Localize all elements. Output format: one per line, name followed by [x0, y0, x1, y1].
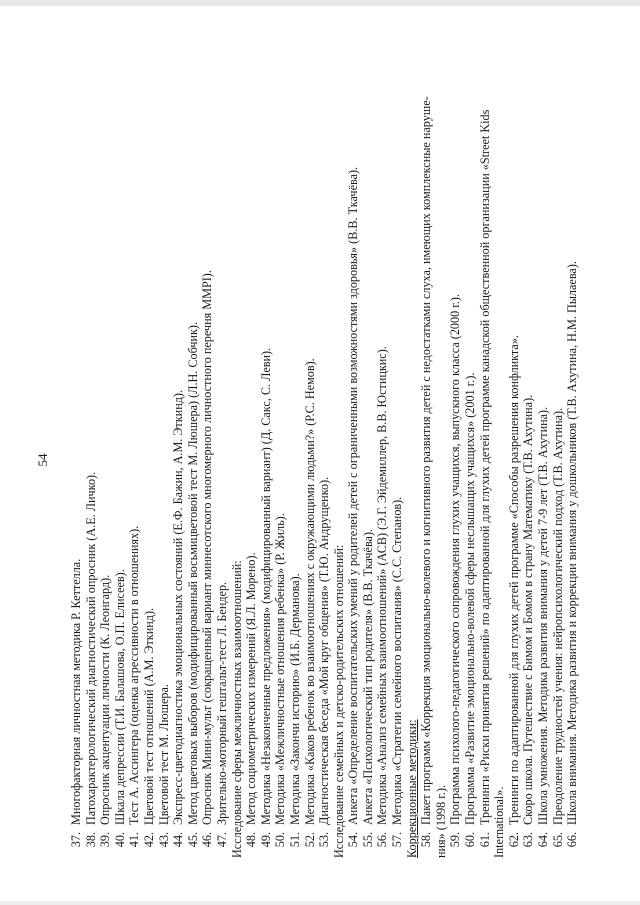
list-item: 39.Опросник акцентуации личности (К. Леонгард).	[98, 574, 113, 848]
list-group-personality	[69, 68, 230, 858]
list-item: 43.Цветовой тест М. Люшера.	[156, 684, 171, 848]
list-item: 58.Пакет программ «Коррекция эмоционально-волевого и когнитивного развития детей с недостатками слуха, имеющих комплексные наруше-	[419, 96, 434, 848]
list-item: 51.Методика «Закончи историю» (И.Б. Дерманова).	[287, 573, 302, 848]
section-heading-correction: Коррекционные методики:	[404, 719, 419, 858]
list-group-correction	[419, 68, 580, 858]
list-item-continuation: International».	[492, 786, 507, 858]
list-item: 60.Программа «Развитие эмоционально-волевой сферы неслышащих учащихся» (2001 г.).	[463, 372, 478, 848]
list-item: 47.Зрительно-моторный гештальт-тест Л. Бендер.	[214, 581, 229, 848]
list-item: 57.Методика «Стратегии семейного воспитания» (С.С. Степанов).	[390, 496, 405, 848]
list-item: 55.Анкета «Психологический тип родителя» (В.В. Ткачёва).	[360, 528, 375, 848]
list-item: 61.Тренинги «Риски принятия решений» по адаптированной для глухих детей программе канадской общественной организации «Street Kids	[477, 109, 492, 848]
section-heading-family: Исследование семейных и детско-родительских отношений:	[331, 544, 346, 858]
list-item: 49.Методика «Незаконченные предложения» (модифицированный вариант) (Д. Сакс, С. Леви).	[258, 347, 273, 848]
list-item: 64.Школа умножения. Методика развития внимания у детей 7-9 лет (Т.В. Ахутина).	[536, 406, 550, 848]
list-item: 44.Экспресс-цветодиагностика эмоциональных состояний (Е.Ф. Бажин, А.М. Эткинд).	[171, 389, 186, 848]
list-item: 45.Метод цветовых выборов (модифицированный восьмицветовой тест М. Люшера) (Л.Н. Собчик).	[185, 321, 200, 848]
list-item: 46.Опросник Мини-мульт (сокращенный вариант миннесотского многомерного личностного перечня ММPI).	[200, 270, 215, 848]
list-item: 38.Патохарактерологический диагностический опросник (А.Е. Личко).	[83, 471, 98, 848]
list-item: 52.Методика «Каков ребенок во взаимоотношениях с окружающими людьми?» (Р.С. Немов).	[302, 358, 317, 848]
rotated-page	[35, 50, 635, 870]
section-heading-interpersonal: Исследование сферы межличностных взаимоотношений:	[229, 560, 244, 858]
list-item: 41.Тест А. Ассингера (оценка агрессивности в отношениях).	[127, 525, 142, 848]
list-group-family	[346, 68, 404, 858]
list-item-continuation: ния» (1998 г.).	[433, 784, 448, 858]
scan-edge-top	[0, 0, 640, 6]
list-item: 59.Программа психолого-педагогического сопровождения глухих учащихся, выпускного класса (2000 г.).	[448, 293, 463, 848]
list-item: 63.Скоро школа. Путешествие с Бимом и Бомом в страну Математику (Т.В. Ахутина).	[521, 394, 536, 848]
list-item: 62.Тренинги по адаптированной для глухих детей программе «Способы разрешения конфликта».	[506, 335, 521, 848]
methods-list	[69, 68, 580, 858]
list-group-interpersonal	[244, 68, 332, 858]
list-item: 65.Преодоление трудностей учения: нейропсихологический подход (Т.В. Ахутина).	[550, 407, 565, 848]
list-item: 54.Анкета «Определение воспитательских умений у родителей детей с ограниченными возможностями здоровья» (В.В. Ткачёва).	[346, 166, 361, 848]
list-item: 53.Диагностическая беседа «Мой круг общения» (Т.Ю. Андрущенко).	[317, 476, 332, 848]
list-item: 66.Школа внимания. Методика развития и коррекции внимания у дошкольников (Т.В. Ахутина, Н.М. Пылаева).	[565, 261, 580, 848]
list-item: 37.Многофакторная личностная методика Р. Кеттелла.	[69, 558, 83, 848]
list-item: 50.Методика «Межличностные отношения ребенка» (Р. Жиль).	[273, 513, 288, 848]
page-number: 54	[35, 453, 50, 467]
list-item: 42.Цветовой тест отношений (А.М. Эткинд).	[141, 607, 156, 848]
list-item: 56.Методика «Анализ семейных взаимоотношений» (АСВ) (Э.Г. Эйдемиллер, В.В. Юстицкис).	[375, 346, 390, 848]
list-item: 40.Шкала депрессии (Т.И. Балашова, О.П. Елисеев).	[112, 569, 127, 848]
list-item: 48.Метод социометрических измерений (Я.Л. Морено).	[244, 552, 259, 848]
scan-edge-bottom	[0, 901, 640, 905]
